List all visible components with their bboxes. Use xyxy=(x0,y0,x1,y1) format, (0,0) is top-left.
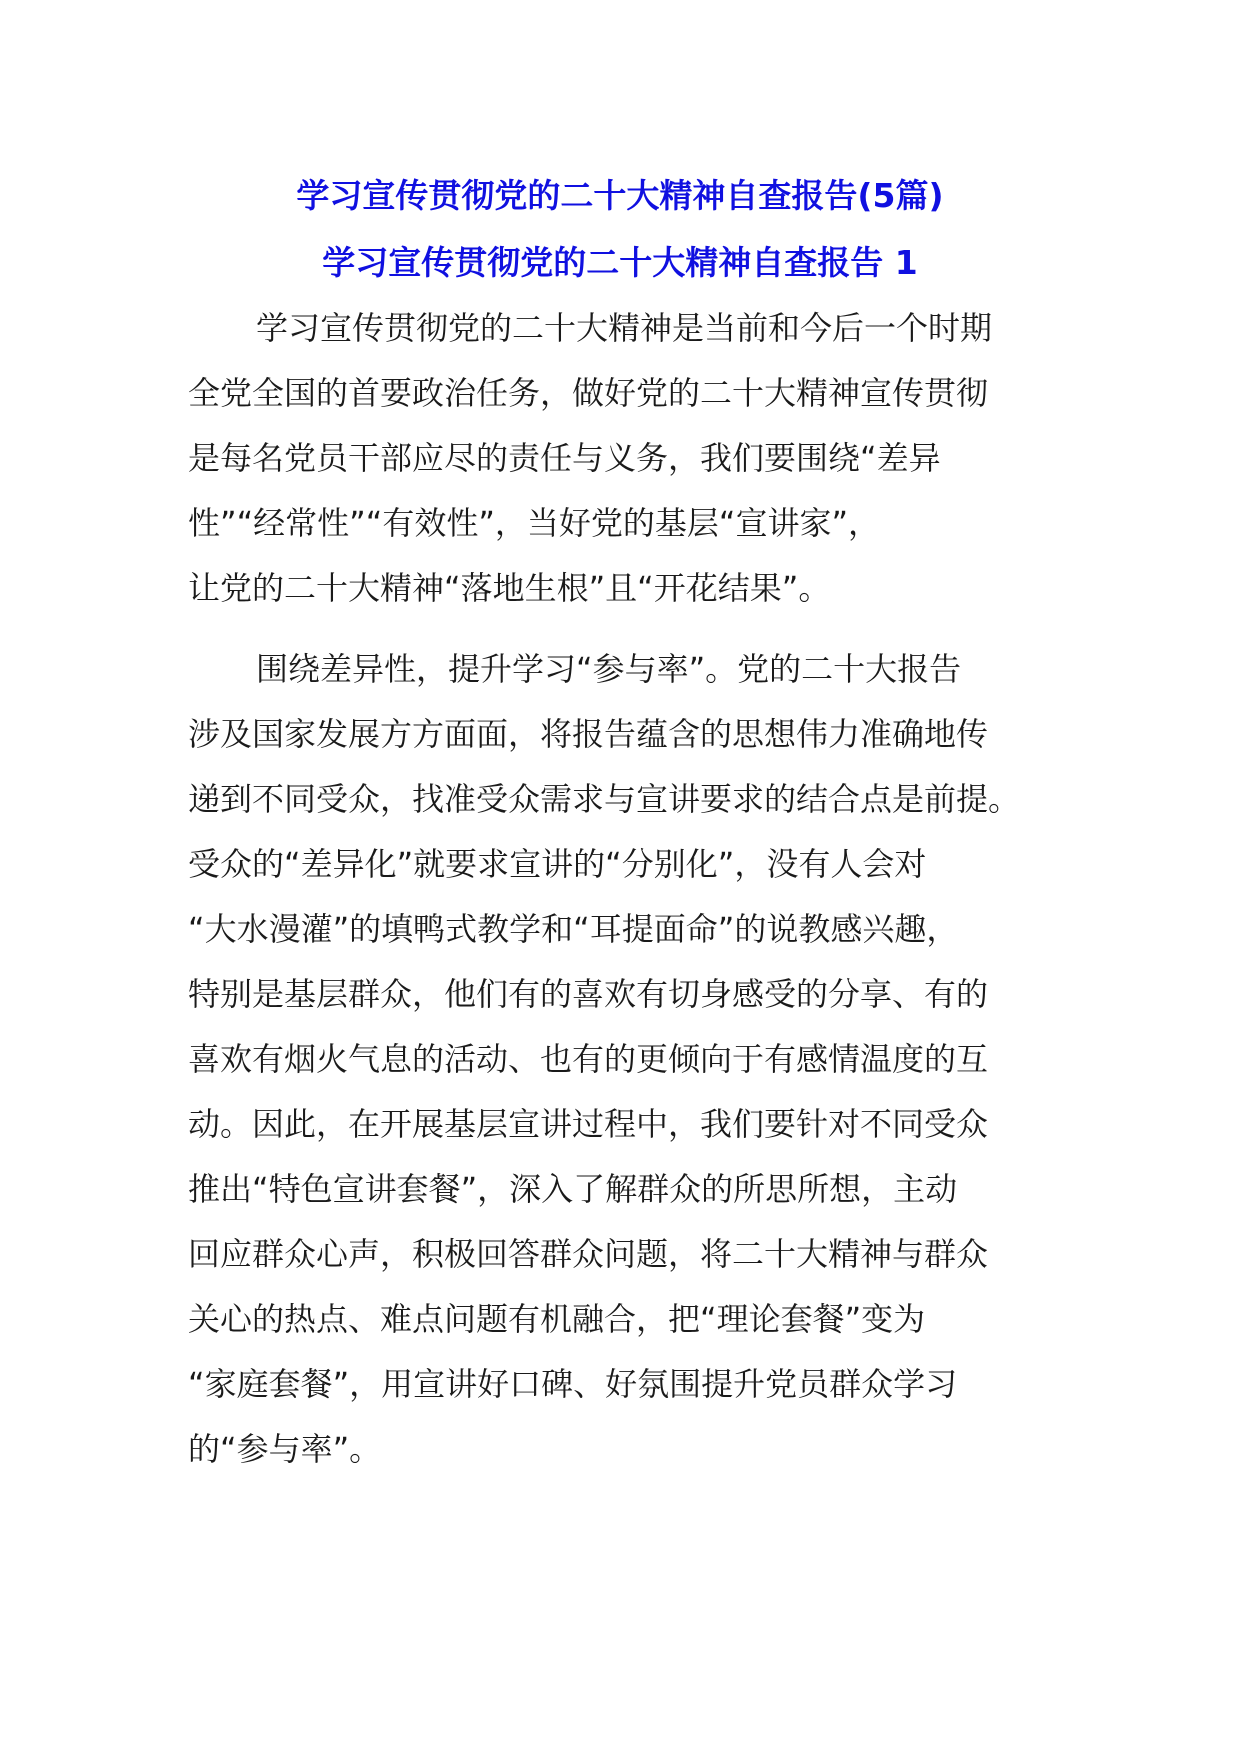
paragraph-line: 喜欢有烟火气息的活动、也有的更倾向于有感情温度的互 xyxy=(188,1040,989,1078)
paragraph-line: 关心的热点、难点问题有机融合，把“理论套餐”变为 xyxy=(188,1300,926,1338)
paragraph-1 xyxy=(188,296,992,621)
paragraph-line: 让党的二十大精神“落地生根”且“开花结果”。 xyxy=(188,569,831,607)
document-title: 学习宣传贯彻党的二十大精神自查报告(5篇) xyxy=(296,176,944,215)
paragraph-line: 推出“特色宣讲套餐”，深入了解群众的所思所想，主动 xyxy=(188,1170,958,1208)
paragraph-line: 递到不同受众，找准受众需求与宣讲要求的结合点是前提。 xyxy=(188,780,1021,818)
paragraph-line: 特别是基层群众，他们有的喜欢有切身感受的分享、有的 xyxy=(188,975,989,1013)
paragraph-line: 动。因此，在开展基层宣讲过程中，我们要针对不同受众 xyxy=(188,1105,989,1143)
paragraph-line: 性”“经常性”“有效性”，当好党的基层“宣讲家”， xyxy=(188,504,881,542)
paragraph-line: 学习宣传贯彻党的二十大精神是当前和今后一个时期 xyxy=(256,309,993,347)
paragraph-line: 围绕差异性，提升学习“参与率”。党的二十大报告 xyxy=(256,650,962,688)
paragraph-line: 受众的“差异化”就要求宣讲的“分别化”，没有人会对 xyxy=(188,845,927,883)
paragraph-line: 回应群众心声，积极回答群众问题，将二十大精神与群众 xyxy=(188,1235,989,1273)
paragraph-2 xyxy=(188,637,1020,1482)
paragraph-line: 的“参与率”。 xyxy=(188,1430,382,1468)
paragraph-line: “家庭套餐”，用宣讲好口碑、好氛围提升党员群众学习 xyxy=(188,1365,958,1403)
paragraph-line: 是每名党员干部应尽的责任与义务，我们要围绕“差异 xyxy=(188,439,941,477)
paragraph-line: 全党全国的首要政治任务，做好党的二十大精神宣传贯彻 xyxy=(188,374,989,412)
paragraph-line: “大水漫灌”的填鸭式教学和“耳提面命”的说教感兴趣， xyxy=(188,910,959,948)
section-title: 学习宣传贯彻党的二十大精神自查报告 1 xyxy=(322,243,918,282)
paragraph-line: 涉及国家发展方方面面，将报告蕴含的思想伟力准确地传 xyxy=(188,715,989,753)
